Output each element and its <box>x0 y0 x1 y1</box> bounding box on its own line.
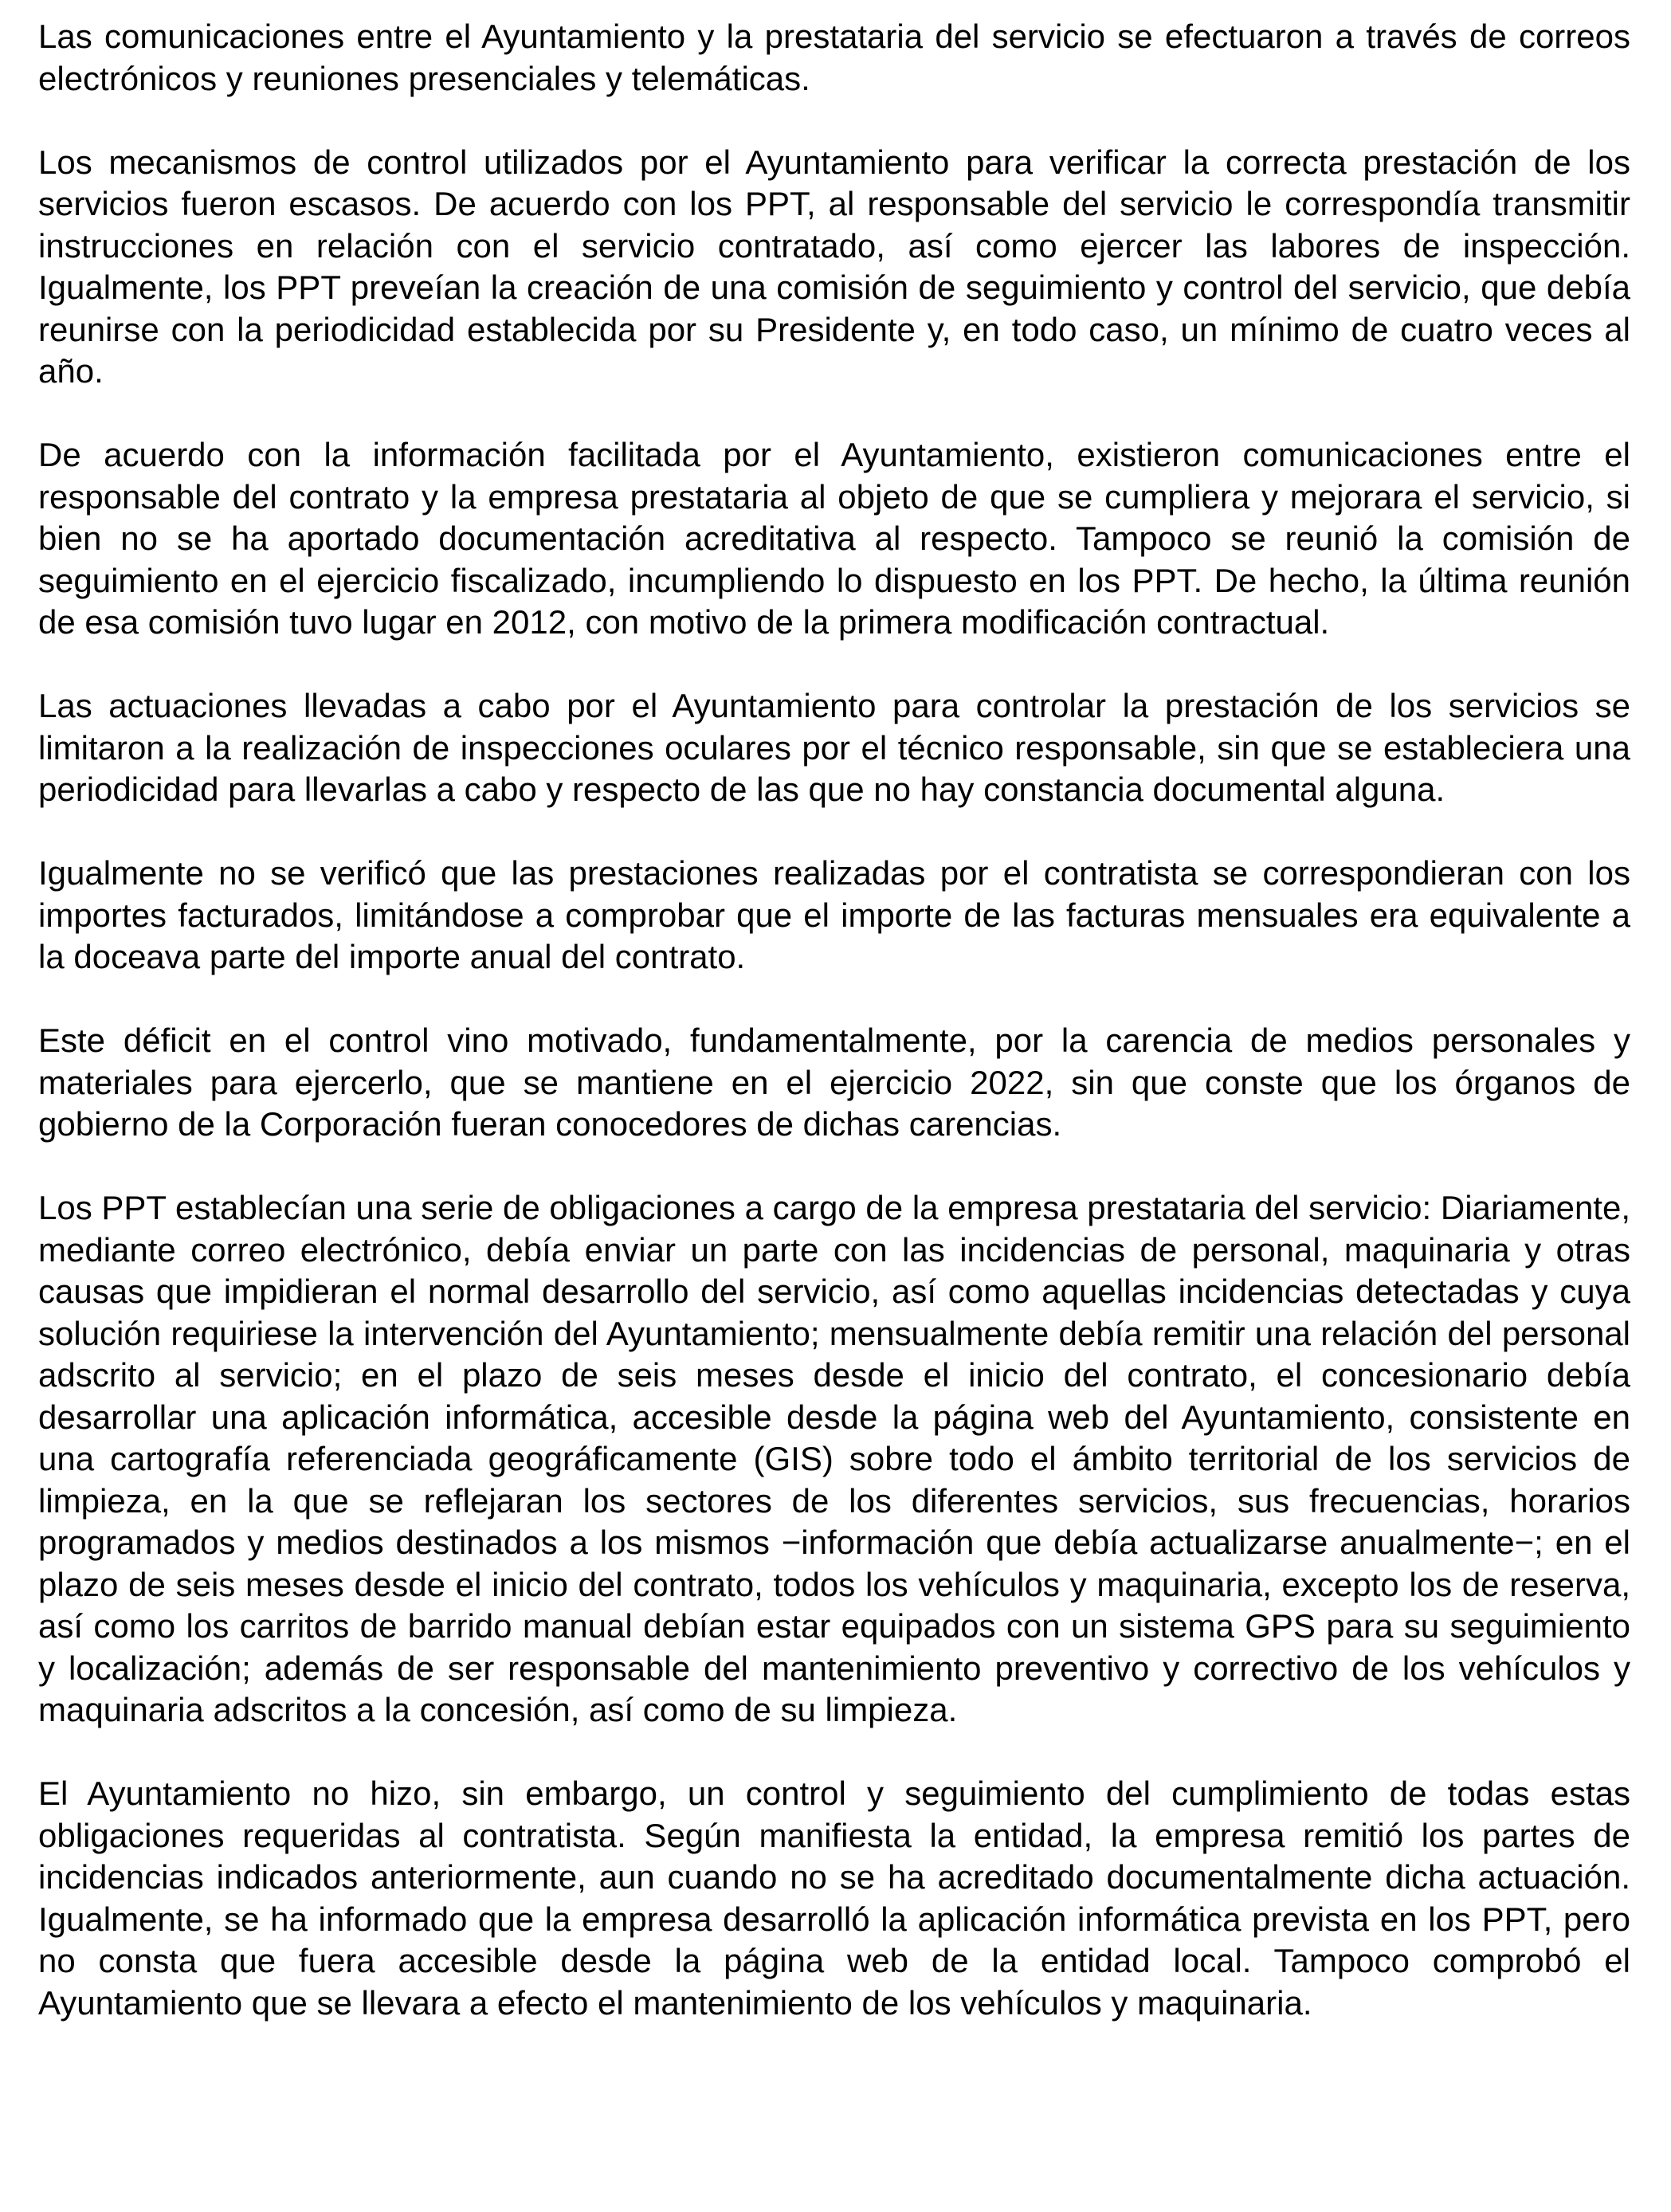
paragraph-control-mechanisms: Los mecanismos de control utilizados por el Ayuntamiento para verificar la correcta prestación de los servicios fueron escasos. De acuerdo con los PPT, al responsable del servicio le correspondía transmitir instrucciones en relación con el servicio contratado, así como ejercer las labores de inspección. Igualmente, los PPT preveían la creación de una comisión de seguimiento y control del servicio, que debía reunirse con la periodicidad establecida por su Presidente y, en todo caso, un mínimo de cuatro veces al año. <box>38 143 1630 390</box>
paragraph-inspections: Las actuaciones llevadas a cabo por el Ayuntamiento para controlar la prestación de los servicios se limitaron a la realización de inspecciones oculares por el técnico responsable, sin que se estableciera una periodicidad para llevarlas a cabo y respecto de las que no hay constancia documental alguna. <box>38 687 1630 808</box>
paragraph-control-deficit: Este déficit en el control vino motivado, fundamentalmente, por la carencia de medios personales y materiales para ejercerlo, que se mantiene en el ejercicio 2022, sin que conste que los órganos de gobierno de la Corporación fueran conocedores de dichas carencias. <box>38 1022 1630 1143</box>
document-page <box>38 16 1630 2024</box>
paragraph-information-provided: De acuerdo con la información facilitada por el Ayuntamiento, existieron comunicaciones entre el responsable del contrato y la empresa prestataria al objeto de que se cumpliera y mejorara el servicio, si bien no se ha aportado documentación acreditativa al respecto. Tampoco se reunió la comisión de seguimiento en el ejercicio fiscalizado, incumpliendo lo dispuesto en los PPT. De hecho, la última reunión de esa comisión tuvo lugar en 2012, con motivo de la primera modificación contractual. <box>38 436 1630 641</box>
paragraph-communications: Las comunicaciones entre el Ayuntamiento y la prestataria del servicio se efectuaron a través de correos electrónicos y reuniones presenciales y telemáticas. <box>38 18 1630 97</box>
paragraph-invoice-verification: Igualmente no se verificó que las prestaciones realizadas por el contratista se correspondieran con los importes facturados, limitándose a comprobar que el importe de las facturas mensuales era equivalente a la doceava parte del importe anual del contrato. <box>38 854 1630 975</box>
paragraph-compliance-followup: El Ayuntamiento no hizo, sin embargo, un control y seguimiento del cumplimiento de todas estas obligaciones requeridas al contratista. Según manifiesta la entidad, la empresa remitió los partes de incidencias indicados anteriormente, aun cuando no se ha acreditado documentalmente dicha actuación. Igualmente, se ha informado que la empresa desarrolló la aplicación informática prevista en los PPT, pero no consta que fuera accesible desde la página web de la entidad local. Tampoco comprobó el Ayuntamiento que se llevara a efecto el mantenimiento de los vehículos y maquinaria. <box>38 1775 1630 2022</box>
paragraph-contractor-obligations: Los PPT establecían una serie de obligaciones a cargo de la empresa prestataria del servicio: Diariamente, mediante correo electrónico, debía enviar un parte con las incidencias de personal, maquinaria y otras causas que impidieran el normal desarrollo del servicio, así como aquellas incidencias detectadas y cuya solución requiriese la intervención del Ayuntamiento; mensualmente debía remitir una relación del personal adscrito al servicio; en el plazo de seis meses desde el inicio del contrato, el concesionario debía desarrollar una aplicación informática, accesible desde la página web del Ayuntamiento, consistente en una cartografía referenciada geográficamente (GIS) sobre todo el ámbito territorial de los servicios de limpieza, en la que se reflejaran los sectores de los diferentes servicios, sus frecuencias, horarios programados y medios destinados a los mismos −información que debía actualizarse anualmente−; en el plazo de seis meses desde el inicio del contrato, todos los vehículos y maquinaria, excepto los de reserva, así como los carritos de barrido manual debían estar equipados con un sistema GPS para su seguimiento y localización; además de ser responsable del mantenimiento preventivo y correctivo de los vehículos y maquinaria adscritos a la concesión, así como de su limpieza. <box>38 1189 1630 1728</box>
